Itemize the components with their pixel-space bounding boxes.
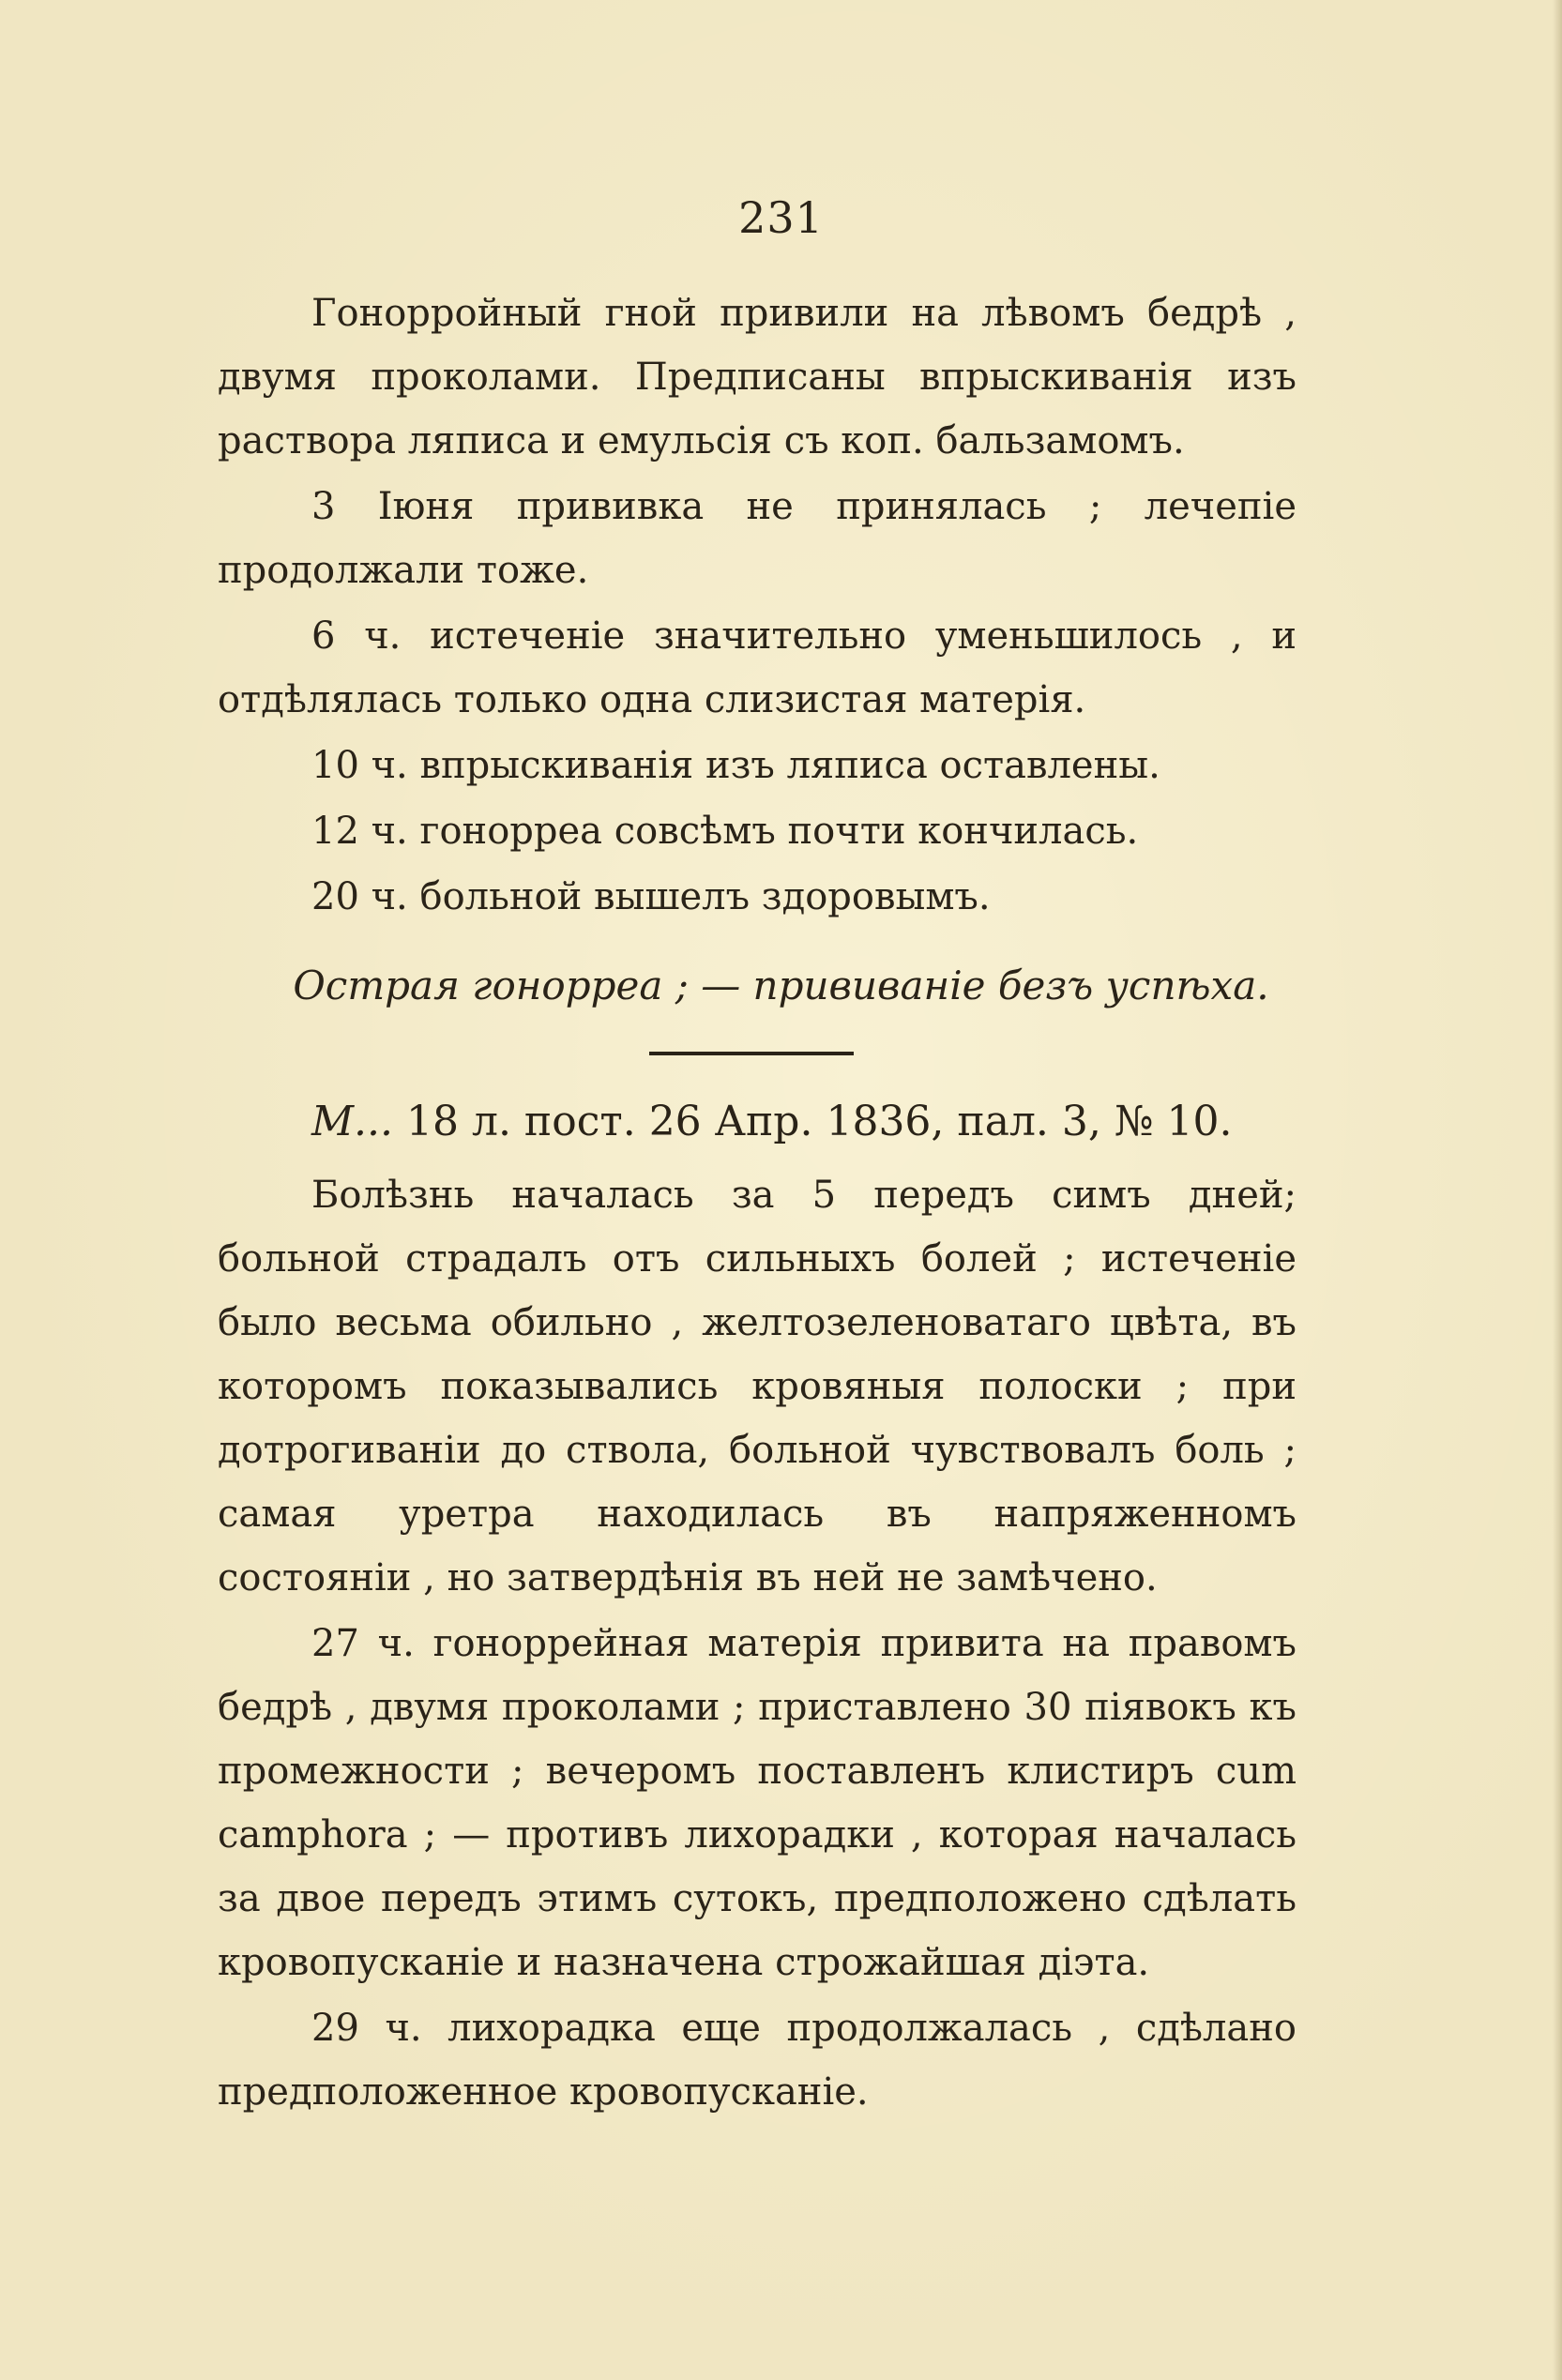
section-2: [218, 1163, 1297, 2124]
page-edge-shadow: [1553, 0, 1562, 2380]
paragraph: 12 ч. гонорреа совсѣмъ почти кончилась.: [311, 810, 1139, 853]
case-details: 18 л. пост. 26 Апр. 1836, пал. 3, № 10.: [406, 1098, 1233, 1145]
paragraph: 20 ч. больной вышелъ здоровымъ.: [311, 875, 991, 918]
paragraph: 29 ч. лихорадка еще продолжалась , сдѣлано предположенное кровопусканіе.: [218, 2007, 1297, 2114]
paragraph: 3 Іюня прививка не принялась ; лечепіе продолжали тоже.: [218, 485, 1297, 592]
case-record: [311, 1090, 1297, 1154]
paragraph: 27 ч. гоноррейная матерія привита на правомъ бедрѣ , двумя проколами ; приставлено 30 піявокъ къ промежности ; вечеромъ поставленъ клистиръ cum camphora ; — противъ лихорадки , которая началась за двое передъ этимъ сутокъ, предположено сдѣлать кровопусканіе и назначена строжайшая діэта.: [218, 1622, 1297, 1984]
divider-rule: [649, 1052, 854, 1055]
paragraph: 6 ч. истеченіе значительно уменьшилось , и отдѣлялась только одна слизистая матерія.: [218, 614, 1297, 721]
case-heading: Острая гонорреа ; — прививаніе безъ успѣха.: [293, 963, 1269, 1008]
paragraph: Гонорройный гной привили на лѣвомъ бедрѣ , двумя проколами. Предписаны впрыскиванія изъ раствора ляписа и емульсія съ коп. бальзамомъ.: [218, 292, 1297, 462]
paragraph: Болѣзнь началась за 5 передъ симъ дней; больной страдалъ отъ сильныхъ болей ; истеченіе было весьма обильно , желтозеленоватаго цвѣта, въ которомъ показывались кровяныя полоски ; при дотрогиваніи до ствола, больной чувствовалъ боль ; самая уретра находилась въ напряженномъ состояніи , но затвердѣнія въ ней не замѣчено.: [218, 1174, 1297, 1599]
paragraph: 10 ч. впрыскиванія изъ ляписа оставлены.: [311, 744, 1160, 787]
patient-initial: М...: [311, 1098, 394, 1145]
page-number: 231: [738, 192, 824, 243]
section-1: [218, 281, 1297, 929]
